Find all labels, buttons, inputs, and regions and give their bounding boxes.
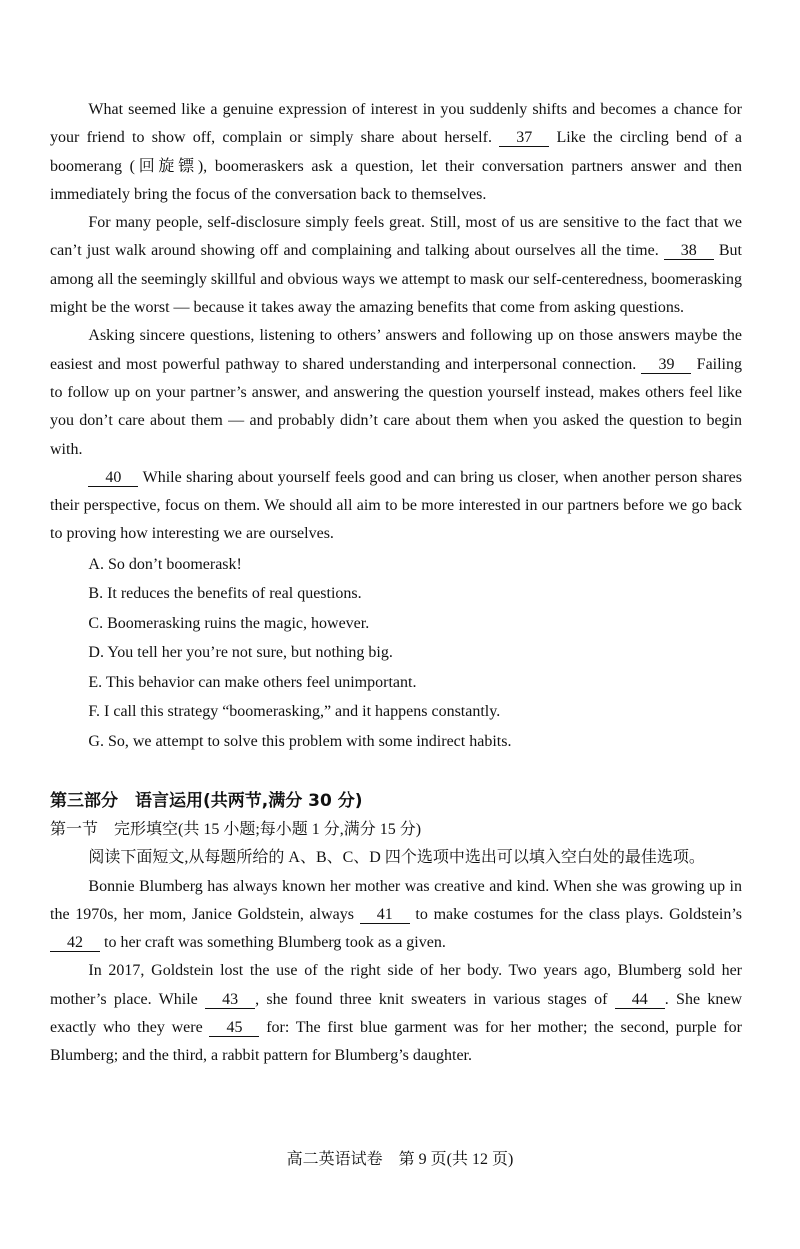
cloze-paragraph [50, 873, 742, 958]
text: . She knew exactly who they were [50, 990, 743, 1037]
option-g: G. So, we attempt to solve this problem with some indirect habits. [88, 732, 512, 750]
section-title: 第三部分 语言运用(共两节,满分 30 分) [50, 791, 363, 812]
blank-39: 39 [641, 356, 691, 374]
blank-37: 37 [499, 129, 549, 147]
blank-43: 43 [205, 991, 255, 1009]
blank-42: 42 [50, 934, 100, 952]
text: Like the circling bend of a boomerang (回旋镖), boomeraskers ask a question, let their conversation partners answer and then immediately bring the focus of the conversation back to themselves. [50, 129, 743, 203]
passage-paragraph [50, 96, 742, 209]
content [50, 96, 742, 1071]
blank-40: 40 [88, 469, 138, 487]
text: to her craft was something Blumberg took as a given. [100, 934, 446, 952]
text: In 2017, Goldstein lost the use of the right side of her body. Two years ago, Blumberg sold her mother’s place. While [50, 962, 742, 1008]
text: Asking sincere questions, listening to others’ answers and following up on those answers maybe the easiest and most powerful pathway to shared understanding and interpersonal connection. [50, 327, 742, 373]
page-footer: 高二英语试卷 第 9 页(共 12 页) [286, 1151, 514, 1168]
passage-paragraph [50, 322, 742, 463]
option-f: F. I call this strategy “boomerasking,” and it happens constantly. [88, 703, 501, 721]
blank-44: 44 [615, 991, 665, 1009]
passage-paragraph [50, 209, 742, 322]
text: Bonnie Blumberg has always known her mother was creative and kind. When she was growing up in the 1970s, her mom, Janice Goldstein, always [50, 877, 742, 923]
text: to make costumes for the class plays. Goldstein’s [409, 905, 743, 923]
instruction: 阅读下面短文,从每题所给的 A、B、C、D 四个选项中选出可以填入空白处的最佳选项。 [88, 849, 705, 867]
section-subtitle: 第一节 完形填空(共 15 小题;每小题 1 分,满分 15 分) [50, 821, 422, 839]
option-a: A. So don’t boomerask! [88, 555, 242, 573]
text: While sharing about yourself feels good and can bring us closer, when another person shares their perspective, focus on them. We should all aim to be more interested in our partners before we go back to proving how interesting we are ourselves. [50, 468, 742, 543]
text: Failing to follow up on your partner’s answer, and answering the question yourself instead, makes others feel like you don’t care about them — and probably didn’t care about them when you asked the question to begin with. [50, 355, 742, 458]
option-c: C. Boomerasking ruins the magic, however. [88, 614, 370, 632]
text: , she found three knit sweaters in various stages of [255, 990, 615, 1008]
text: What seemed like a genuine expression of interest in you suddenly shifts and becomes a chance for your friend to show off, complain or simply share about herself. [50, 101, 742, 147]
option-d: D. You tell her you’re not sure, but nothing big. [88, 644, 393, 662]
text: for: The first blue garment was for her mother; the second, purple for Blumberg; and the third, a rabbit pattern for Blumberg’s daughter. [50, 1019, 743, 1065]
blank-45: 45 [209, 1019, 259, 1037]
option-b: B. It reduces the benefits of real questions. [88, 585, 362, 603]
blank-41: 41 [360, 906, 410, 924]
passage-paragraph [50, 464, 742, 549]
cloze-paragraph [50, 957, 742, 1070]
blank-38: 38 [664, 242, 714, 260]
text: But among all the seemingly skillful and obvious ways we attempt to mask our self-centeredness, boomerasking might be the worst — because it takes away the amazing benefits that come from asking questions. [50, 242, 742, 317]
text: For many people, self-disclosure simply feels great. Still, most of us are sensitive to the fact that we can’t just walk around showing off and complaining and talking about ourselves all the time. [50, 214, 742, 260]
option-e: E. This behavior can make others feel unimportant. [88, 673, 417, 691]
